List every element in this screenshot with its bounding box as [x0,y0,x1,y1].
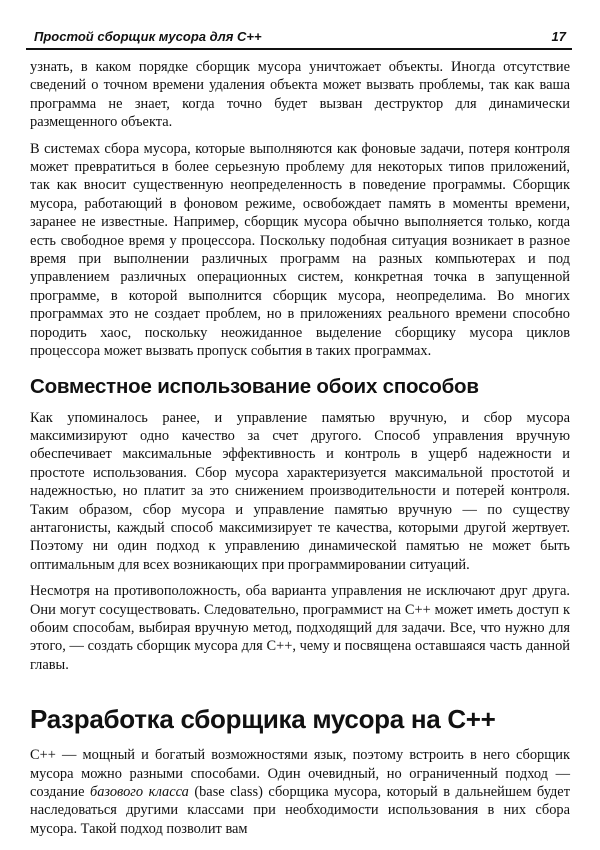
page-content [30,58,570,846]
running-title: Простой сборщик мусора для C++ [34,29,262,44]
combined-paragraph-2: Несмотря на противоположность, оба варианта управления не исключают друг друга. Они могут сосуществовать. Следовательно, программист на C++ может иметь доступ к обоим способам, выбирая вручную метод, подходящий для задачи. Все, что нужно для этого, — создать сборщик мусора для C++, чему и посвящена оставшаяся часть данной главы. [30,583,570,673]
intro-paragraph-2: В системах сбора мусора, которые выполняются как фоновые задачи, потеря контроля может превратиться в более серьезную проблему для некоторых типов приложений, так как вносит существенную неопределенность в поведение программы. Сборщик мусора, работающий в фоновом режиме, освобождает память в моменты времени, заранее не известные. Например, сборщик мусора обычно выполняется только, когда есть свободное время у процессора. Поскольку подобная ситуация возникает в разное время при выполнении различных программ на разных компьютерах и под управлением различных операционных систем, конкретная точка в запущенной программе, в которой выполнится сборщик мусора, неопределима. Во многих программах это не создает проблем, но в приложениях реального времени способно породить хаос, поскольку неожиданное выделение сборщику мусора циклов процессора может вызвать пропуск события в таких программах. [30,140,570,360]
running-header [26,26,572,50]
design-text-start: C++ — мощный и богатый возможностями язык, поэтому встроить в него сборщик мусора можно разными способами. Один очевидный, но ограниченный подход — создание [30,747,570,800]
design-text-end: (base class) сборщика мусора, который в дальнейшем будет наследоваться другими классами при необходимости использования в них сбора мусора. Такой подход позволит вам [30,784,570,837]
chapter-heading-design: Разработка сборщика мусора на C++ [30,704,496,735]
combined-paragraph-1: Как упоминалось ранее, и управление памятью вручную, и сбор мусора максимизируют одно качество за счет другого. Способ управления вручную обеспечивает максимальные эффективность и контроль в ущерб надежности и простоте использования. Сбор мусора характеризуется максимальной простотой и надежностью, но платит за это снижением производительности и потерей контроля. Таким образом, сбор мусора и управление памятью вручную — по существу антагонисты, каждый способ максимизирует те качества, которыми другой жертвует. Поэтому ни один подход к управлению динамической памятью не может быть оптимальным для всех возникающих при программировании ситуаций. [30,409,570,573]
term-base-class: базового класса [89,784,189,800]
design-paragraph-1 [30,746,570,838]
section-heading-combined: Совместное использование обоих способов [30,374,479,398]
intro-paragraph-1: узнать, в каком порядке сборщик мусора уничтожает объекты. Иногда отсутствие сведений о точном времени удаления объекта может вызвать проблемы, так как ваша программа не знает, когда точно будет вызван деструктор для динамически размещенного объекта. [30,59,570,131]
page-number: 17 [551,29,566,44]
